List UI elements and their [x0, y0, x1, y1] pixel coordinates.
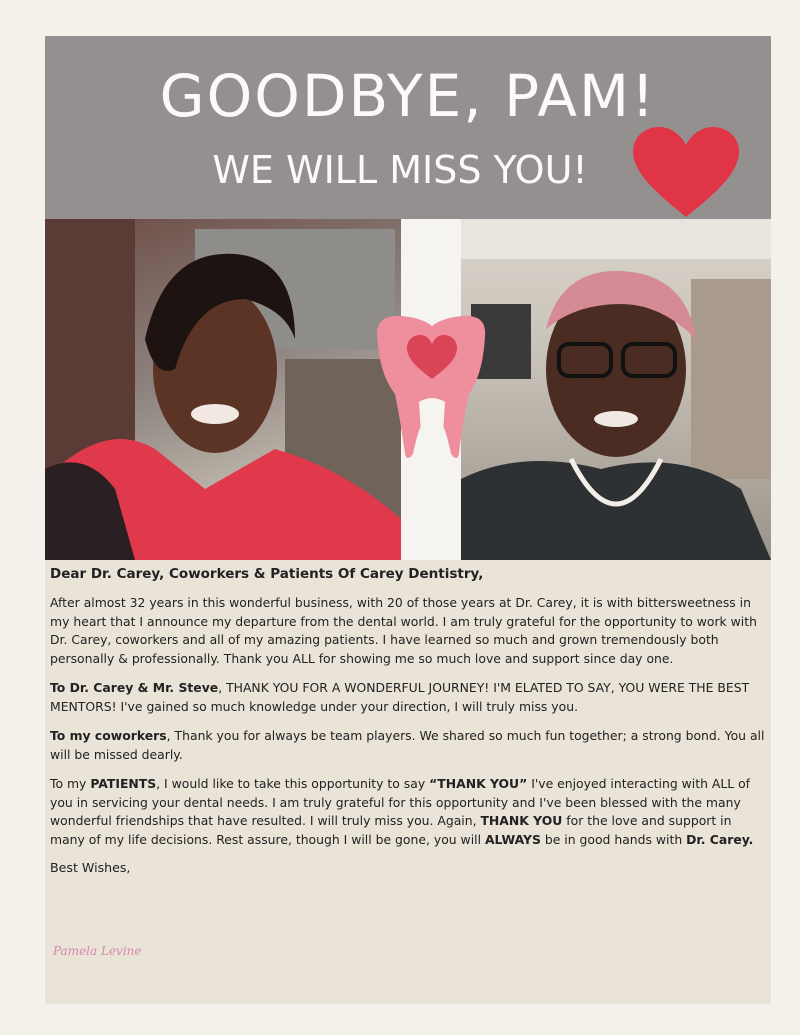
- header-banner: [45, 36, 771, 219]
- signature: Pamela Levine: [53, 944, 142, 958]
- letter-greeting: Dear Dr. Carey, Coworkers & Patients Of Carey Dentistry,: [50, 566, 484, 582]
- letter-closing: Best Wishes,: [50, 860, 131, 875]
- letter-paragraph-mentors: [50, 679, 765, 716]
- dr-carey-emphasis: Dr. Carey.: [686, 831, 754, 847]
- coworkers-text: , Thank you for always be team players. We shared so much fun together; a strong bond. You all will be missed dearly.: [50, 728, 765, 762]
- page-title: GOODBYE, PAM!: [159, 62, 657, 130]
- thank-you-quote: “THANK YOU”: [429, 776, 528, 791]
- letter-paragraph-patients: [50, 775, 765, 849]
- mentors-text: , THANK YOU FOR A WONDERFUL JOURNEY! I'M ELATED TO SAY, YOU WERE THE BEST MENTORS! I've gained so much knowledge under your direction, I will truly miss you.: [50, 680, 750, 714]
- photo-woman-red-top: [45, 219, 401, 560]
- farewell-letter: [50, 566, 765, 875]
- letter-paragraph-intro: After almost 32 years in this wonderful business, with 20 of those years at Dr. Carey, it is with bittersweetness in my heart that I announce my departure from the dental world. I am truly grateful for the opportunity to work with Dr. Carey, coworkers and all of my amazing patients. I have learned so much and grown tremendously both personally & professionally. Thank you ALL for showing me so much love and support since day one.: [50, 595, 757, 666]
- patients-text-e: I've enjoyed interacting with ALL of you in servicing your dental needs. I am truly grateful for this opportunity and I've been blessed with the many wonderful friendships that have resulted. I will truly miss you. Again,: [50, 776, 751, 828]
- always-emphasis: ALWAYS: [484, 831, 541, 847]
- flyer-sheet: [45, 36, 771, 1004]
- tooth-heart-icon: [367, 314, 497, 464]
- mentors-lead: To Dr. Carey & Mr. Steve: [50, 680, 219, 695]
- page-subtitle: WE WILL MISS YOU!: [212, 148, 588, 192]
- patients-emphasis: PATIENTS: [90, 776, 157, 791]
- photo-strip: [45, 219, 771, 560]
- patients-text-a: To my: [50, 776, 91, 791]
- patients-text-g: for the love and support in many of my life decisions. Rest assure, though I will be gone, you will: [50, 813, 732, 847]
- letter-paragraph-coworkers: [50, 727, 765, 764]
- photo-woman-glasses-headscarf: [461, 219, 771, 560]
- thank-you-emphasis: THANK YOU: [480, 813, 563, 828]
- patients-text-c: , I would like to take this opportunity to say: [156, 776, 430, 791]
- patients-text-i: be in good hands with: [540, 831, 687, 847]
- coworkers-lead: To my coworkers: [50, 728, 167, 743]
- heart-icon: [631, 127, 741, 219]
